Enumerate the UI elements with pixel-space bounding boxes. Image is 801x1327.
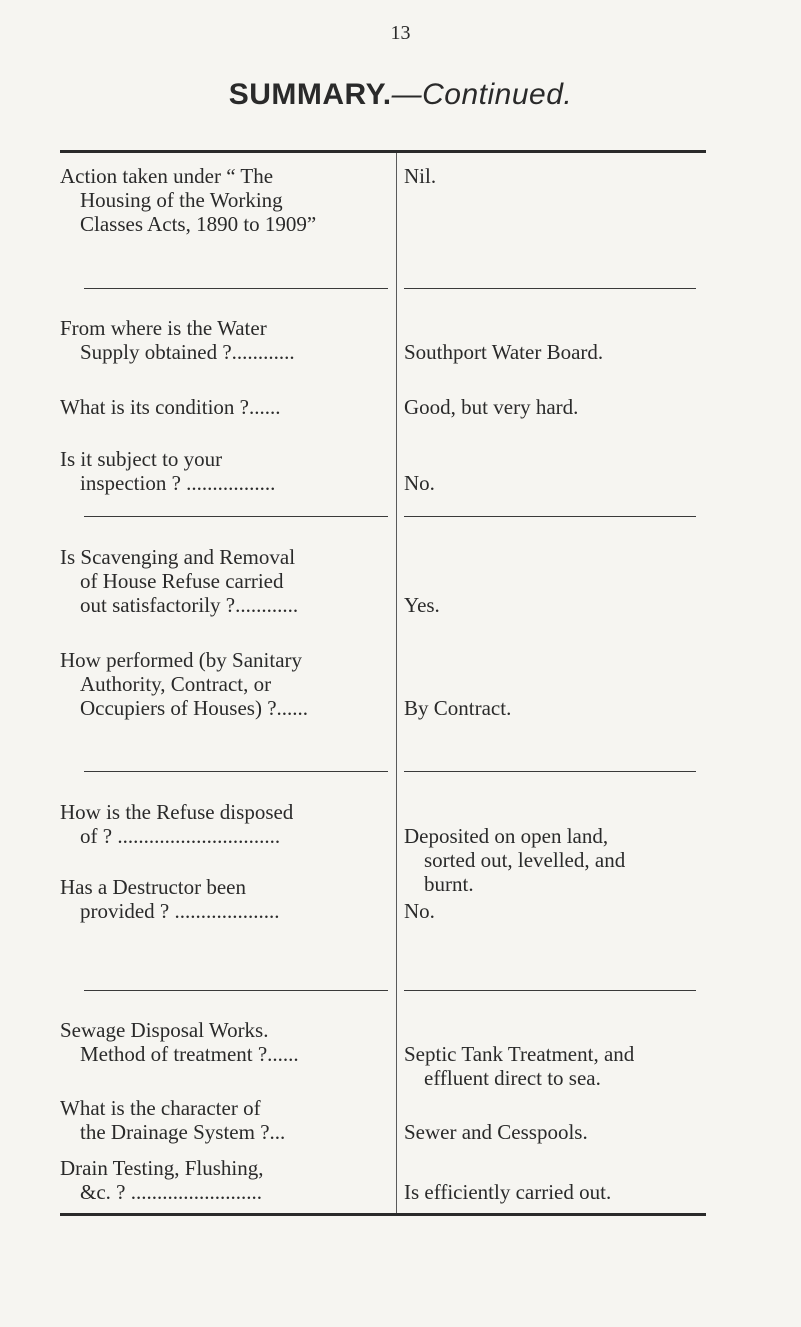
answer-line: No. — [404, 899, 435, 923]
section-divider-right — [404, 990, 696, 991]
question-line: Occupiers of Houses) ?...... — [80, 696, 309, 720]
question-line: Sewage Disposal Works. — [60, 1018, 269, 1042]
question-line: Supply obtained ?............ — [80, 340, 295, 364]
question-line: out satisfactorily ?............ — [80, 593, 299, 617]
question-line: Action taken under “ The — [60, 164, 274, 188]
answer — [404, 164, 714, 188]
question-line: of ? ............................... — [80, 824, 281, 848]
question — [60, 1096, 390, 1144]
question-line: How performed (by Sanitary — [60, 648, 303, 672]
answer-line: Septic Tank Treatment, and — [404, 1042, 635, 1066]
section-divider-right — [404, 288, 696, 289]
question — [60, 395, 390, 419]
question — [60, 800, 390, 848]
answer-line: Southport Water Board. — [404, 340, 604, 364]
section-divider-left — [84, 516, 388, 517]
question-line: Authority, Contract, or — [80, 672, 272, 696]
answer — [404, 824, 714, 896]
answer — [404, 1120, 714, 1144]
title-sub: —Continued. — [391, 78, 573, 111]
question-line: What is its condition ?...... — [60, 395, 281, 419]
question-line: of House Refuse carried — [80, 569, 284, 593]
question-line: Is it subject to your — [60, 447, 223, 471]
column-divider — [396, 153, 397, 1215]
top-rule — [60, 150, 706, 153]
answer-line: Yes. — [404, 593, 440, 617]
question — [60, 447, 390, 495]
section-divider-left — [84, 990, 388, 991]
question-line: Has a Destructor been — [60, 875, 247, 899]
answer — [404, 471, 714, 495]
question-line: Drain Testing, Flushing, — [60, 1156, 264, 1180]
answer — [404, 395, 714, 419]
answer-line: Is efficiently carried out. — [404, 1180, 612, 1204]
section-divider-left — [84, 771, 388, 772]
answer-line: Deposited on open land, — [404, 824, 609, 848]
answer-line: effluent direct to sea. — [424, 1066, 601, 1090]
answer-line: burnt. — [424, 872, 474, 896]
question — [60, 545, 390, 617]
question-line: the Drainage System ?... — [80, 1120, 286, 1144]
question-line: Classes Acts, 1890 to 1909” — [80, 212, 317, 236]
page-number: 13 — [390, 22, 411, 44]
answer-line: Good, but very hard. — [404, 395, 579, 419]
answer — [404, 1042, 714, 1090]
question-line: Housing of the Working — [80, 188, 283, 212]
title-main: SUMMARY. — [228, 78, 392, 111]
section-divider-right — [404, 771, 696, 772]
question-line: provided ? .................... — [80, 899, 280, 923]
question-line: &c. ? ......................... — [80, 1180, 262, 1204]
question-line: How is the Refuse disposed — [60, 800, 294, 824]
answer — [404, 1180, 714, 1204]
question — [60, 316, 390, 364]
answer — [404, 899, 714, 923]
answer — [404, 696, 714, 720]
answer-line: Nil. — [404, 164, 437, 188]
question — [60, 164, 390, 236]
answer — [404, 340, 714, 364]
section-divider-right — [404, 516, 696, 517]
question-line: Method of treatment ?...... — [80, 1042, 299, 1066]
question — [60, 1156, 390, 1204]
question-line: inspection ? ................. — [80, 471, 276, 495]
question-line: Is Scavenging and Removal — [60, 545, 296, 569]
bottom-rule — [60, 1213, 706, 1216]
question — [60, 648, 390, 720]
answer-line: No. — [404, 471, 435, 495]
answer — [404, 593, 714, 617]
section-divider-left — [84, 288, 388, 289]
question-line: What is the character of — [60, 1096, 261, 1120]
question — [60, 875, 390, 923]
page-title — [0, 78, 801, 112]
question — [60, 1018, 390, 1066]
answer-line: Sewer and Cesspools. — [404, 1120, 588, 1144]
question-line: From where is the Water — [60, 316, 267, 340]
answer-line: sorted out, levelled, and — [424, 848, 626, 872]
answer-line: By Contract. — [404, 696, 512, 720]
